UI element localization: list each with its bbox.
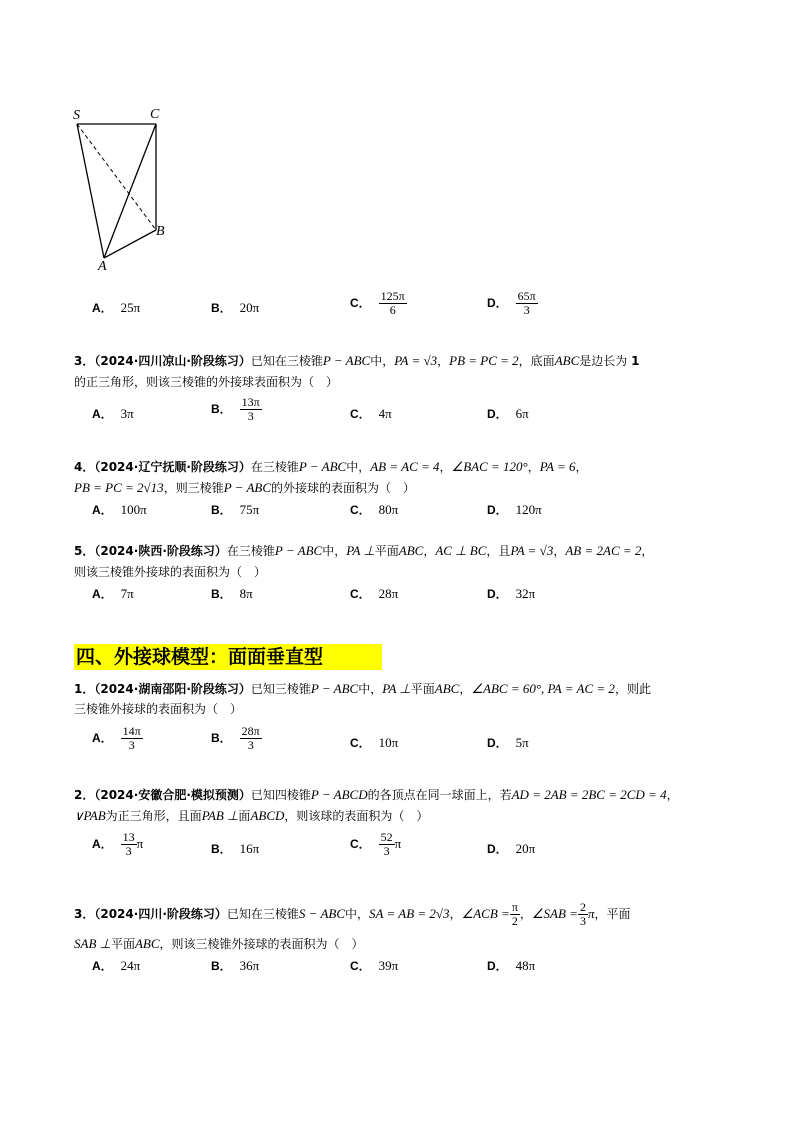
math: ABC (554, 353, 580, 368)
q3-option-b[interactable] (211, 396, 262, 423)
option-label: C． (350, 503, 371, 517)
stem-text: ， (641, 544, 654, 558)
stem-text: 已知三棱锥 (250, 682, 311, 696)
stem-text: 已知在三棱锥 (226, 907, 299, 921)
option-label: A． (92, 503, 113, 517)
question-source: （2024·陕西·阶段练习） (94, 544, 227, 558)
question-number: 4． (74, 460, 95, 474)
math: ∠SAB = (531, 906, 578, 921)
stem-text: ， (519, 907, 532, 921)
stem-text: 中， (346, 460, 371, 474)
s3-stem-line1 (74, 901, 630, 928)
option-value: 75π (239, 502, 260, 517)
option-fraction (379, 831, 395, 858)
math: ∠BAC = 120° (451, 459, 528, 474)
option-fraction (121, 725, 143, 752)
question-number: 1． (74, 682, 95, 696)
edge-SA (77, 124, 104, 258)
math: SA = AB = 2√3 (369, 906, 450, 921)
stem-text: ，且 (486, 544, 511, 558)
s1-stem-line1 (74, 679, 651, 699)
denominator: 3 (247, 409, 254, 423)
option-label: C． (350, 407, 371, 421)
question-number: 5． (74, 544, 95, 558)
vertex-label-S: S (73, 108, 80, 123)
s3-option-c[interactable] (350, 957, 398, 974)
s1-option-d[interactable] (487, 734, 529, 751)
q2-option-a[interactable] (92, 299, 140, 316)
q5-stem-line1 (74, 541, 653, 561)
stem-text: 的外接球的表面积为（ ） (271, 481, 416, 495)
stem-text: ， (459, 682, 472, 696)
stem-text: 在三棱锥 (226, 544, 275, 558)
denominator: 2 (511, 914, 518, 928)
stem-text: ， (437, 354, 450, 368)
option-fraction (240, 725, 262, 752)
numerator: 52 (380, 830, 393, 844)
option-value: 25π (120, 300, 141, 315)
q4-option-c[interactable] (350, 501, 398, 518)
numerator: 65π (517, 289, 536, 303)
edge-CA (104, 124, 156, 258)
question-source: （2024·湖南邵阳·阶段练习） (94, 682, 251, 696)
question-source: （2024·辽宁抚顺·阶段练习） (94, 460, 251, 474)
option-label: B． (211, 731, 232, 745)
q4-option-a[interactable] (92, 501, 147, 518)
math: AC ⊥ BC (435, 543, 487, 558)
math: ∠ABC = 60°, PA = AC = 2 (471, 681, 615, 696)
math: PA ⊥ (346, 543, 375, 558)
math: P − ABCD (310, 787, 368, 802)
option-label: B． (211, 503, 232, 517)
vertex-label-A: A (98, 259, 107, 274)
math: AD = 2AB = 2BC = 2CD = 4 (511, 787, 667, 802)
option-value: 16π (239, 841, 260, 856)
math: S − ABC (298, 906, 345, 921)
stem-text: 中， (358, 682, 383, 696)
s2-option-d[interactable] (487, 840, 535, 857)
math: PA = √3 (510, 543, 554, 558)
s2-option-a[interactable] (92, 831, 143, 858)
q2-option-c[interactable] (350, 290, 407, 317)
option-value: 24π (120, 958, 141, 973)
option-value: 28π (378, 586, 399, 601)
stem-text: ，平面 (594, 907, 631, 921)
q2-option-b[interactable] (211, 299, 259, 316)
option-label: A． (92, 301, 113, 315)
math: ∠ACB = (461, 906, 510, 921)
math: AB = AC = 4 (370, 459, 440, 474)
numerator: 13 (122, 830, 135, 844)
denominator: 3 (383, 844, 390, 858)
question-source: （2024·安徽合肥·模拟预测） (94, 788, 251, 802)
option-label: C． (350, 736, 371, 750)
stem-text: 中， (345, 907, 370, 921)
option-value: 120π (515, 502, 542, 517)
pi-symbol: π (394, 836, 402, 851)
denominator: 3 (125, 844, 132, 858)
s3-option-b[interactable] (211, 957, 259, 974)
stem-text: ，则该三棱锥外接球的表面积为（ ） (159, 937, 364, 951)
math: P − ABC (223, 480, 271, 495)
numerator: 13π (241, 395, 260, 409)
math: ABC (134, 936, 160, 951)
fraction-pi-over-2 (510, 901, 520, 928)
denominator: 3 (128, 738, 135, 752)
math: ABC (434, 681, 460, 696)
stem-text: 平面 (110, 937, 135, 951)
option-label: B． (211, 402, 232, 416)
question-number: 3． (74, 907, 95, 921)
option-value: 20π (239, 300, 260, 315)
math: P − ABC (322, 353, 371, 368)
option-label: B． (211, 587, 232, 601)
option-fraction (240, 396, 262, 423)
denominator: 3 (579, 914, 586, 928)
s1-option-b[interactable] (211, 725, 262, 752)
denominator: 6 (389, 303, 396, 317)
q4-option-d[interactable] (487, 501, 542, 518)
math: P − ABC (310, 681, 359, 696)
edge-AB (104, 230, 156, 258)
edge-SB-dashed (77, 124, 156, 230)
option-label: C． (350, 587, 371, 601)
option-label: D． (487, 503, 508, 517)
option-label: C． (350, 296, 371, 310)
question-source: （2024·四川·阶段练习） (94, 907, 227, 921)
option-label: B． (211, 301, 232, 315)
stem-text: ，则三棱锥 (163, 481, 224, 495)
q5-option-c[interactable] (350, 585, 398, 602)
math: ABC (398, 543, 424, 558)
stem-text: 平面 (410, 682, 435, 696)
stem-text: ， (553, 544, 566, 558)
q4-stem-line2 (74, 478, 415, 498)
numerator: 28π (241, 724, 260, 738)
option-label: A． (92, 731, 113, 745)
option-value: 10π (378, 735, 399, 750)
math: P − ABC (298, 459, 347, 474)
numerator: 2 (579, 900, 586, 914)
option-label: A． (92, 959, 113, 973)
q2-option-d[interactable] (487, 290, 538, 317)
vertex-label-C: C (150, 107, 160, 122)
numerator: 14π (122, 724, 141, 738)
option-label: B． (211, 842, 232, 856)
q5-stem-line2: 则该三棱锥外接球的表面积为（ ） (74, 565, 267, 579)
math: ∨PAB (74, 808, 106, 823)
math: PA = 6 (539, 459, 576, 474)
option-label: A． (92, 407, 113, 421)
stem-text: ， (449, 907, 462, 921)
q4-option-b[interactable] (211, 501, 259, 518)
math: PB = PC = 2 (449, 353, 519, 368)
q3-stem-line1 (74, 351, 639, 371)
option-value: 48π (515, 958, 536, 973)
stem-text: ， (423, 544, 436, 558)
stem-text: 中， (322, 544, 347, 558)
math: PB = PC = 2√13 (74, 480, 164, 495)
option-value: 3π (120, 406, 134, 421)
stem-text: ，则该球的表面积为（ ） (284, 809, 429, 823)
s1-option-a[interactable] (92, 725, 143, 752)
stem-text: 为正三角形，且面 (105, 809, 202, 823)
stem-text: 是边长为 (579, 354, 628, 368)
denominator: 3 (247, 738, 254, 752)
math: SAB ⊥ (74, 936, 111, 951)
option-label: D． (487, 736, 508, 750)
option-value: 6π (515, 406, 529, 421)
option-value: 32π (515, 586, 536, 601)
pi-symbol: π (136, 836, 144, 851)
s1-stem-line2: 三棱锥外接球的表面积为（ ） (74, 702, 243, 716)
question-number: 3． (74, 354, 95, 368)
s2-stem-line2 (74, 806, 428, 826)
option-value: 39π (378, 958, 399, 973)
q3-option-c[interactable] (350, 405, 392, 422)
option-label: C． (350, 837, 371, 851)
option-label: B． (211, 959, 232, 973)
stem-bold: 1 (631, 354, 640, 368)
stem-text: ，底面 (518, 354, 555, 368)
option-label: A． (92, 587, 113, 601)
section-heading: 四、外接球模型：面面垂直型 (74, 644, 382, 670)
option-value: 100π (120, 502, 147, 517)
s3-stem-line2 (74, 934, 364, 954)
option-value: 80π (378, 502, 399, 517)
math: π (587, 906, 595, 921)
vertex-label-B: B (156, 224, 165, 239)
stem-text: ， (439, 460, 452, 474)
option-value: 36π (239, 958, 260, 973)
q3-option-a[interactable] (92, 405, 134, 422)
option-fraction (516, 290, 538, 317)
question-source: （2024·四川凉山·阶段练习） (94, 354, 251, 368)
numerator: π (511, 900, 518, 914)
question-number: 2． (74, 788, 95, 802)
option-fraction (121, 831, 137, 858)
stem-text: ， (575, 460, 588, 474)
numerator: 125π (380, 289, 405, 303)
option-value: 20π (515, 841, 536, 856)
q4-stem-line1 (74, 457, 588, 477)
stem-text: 已知四棱锥 (250, 788, 311, 802)
stem-text: 面 (238, 809, 251, 823)
stem-text: ， (527, 460, 540, 474)
math: ABCD (250, 808, 285, 823)
s2-option-b[interactable] (211, 840, 259, 857)
math: P − ABC (274, 543, 323, 558)
s2-stem-line1 (74, 785, 679, 805)
s2-option-c[interactable] (350, 831, 401, 858)
q5-option-a[interactable] (92, 585, 134, 602)
option-value: 4π (378, 406, 392, 421)
denominator: 3 (523, 303, 530, 317)
stem-text: 的各顶点在同一球面上，若 (367, 788, 512, 802)
fraction-2-over-3 (578, 901, 588, 928)
option-label: C． (350, 959, 371, 973)
tetrahedron-figure (60, 100, 180, 280)
s3-option-d[interactable] (487, 957, 535, 974)
q5-option-d[interactable] (487, 585, 535, 602)
option-label: D． (487, 296, 508, 310)
math: AB = 2AC = 2 (565, 543, 642, 558)
option-label: D． (487, 842, 508, 856)
stem-text: ， (666, 788, 679, 802)
option-label: D． (487, 587, 508, 601)
stem-text: ，则此 (614, 682, 651, 696)
option-label: D． (487, 407, 508, 421)
option-label: D． (487, 959, 508, 973)
stem-text: 已知在三棱锥 (250, 354, 323, 368)
math: PA = √3 (394, 353, 438, 368)
q3-stem-line2: 的正三角形，则该三棱锥的外接球表面积为（ ） (74, 375, 339, 389)
option-value: 8π (239, 586, 253, 601)
stem-text: 中， (370, 354, 395, 368)
stem-text: 在三棱锥 (250, 460, 299, 474)
option-value: 5π (515, 735, 529, 750)
math: PA ⊥ (382, 681, 411, 696)
q5-option-b[interactable] (211, 585, 253, 602)
s3-option-a[interactable] (92, 957, 140, 974)
math: PAB ⊥ (201, 808, 239, 823)
option-value: 7π (120, 586, 134, 601)
option-fraction (379, 290, 407, 317)
stem-text: 平面 (374, 544, 399, 558)
s1-option-c[interactable] (350, 734, 398, 751)
option-label: A． (92, 837, 113, 851)
q3-option-d[interactable] (487, 405, 529, 422)
